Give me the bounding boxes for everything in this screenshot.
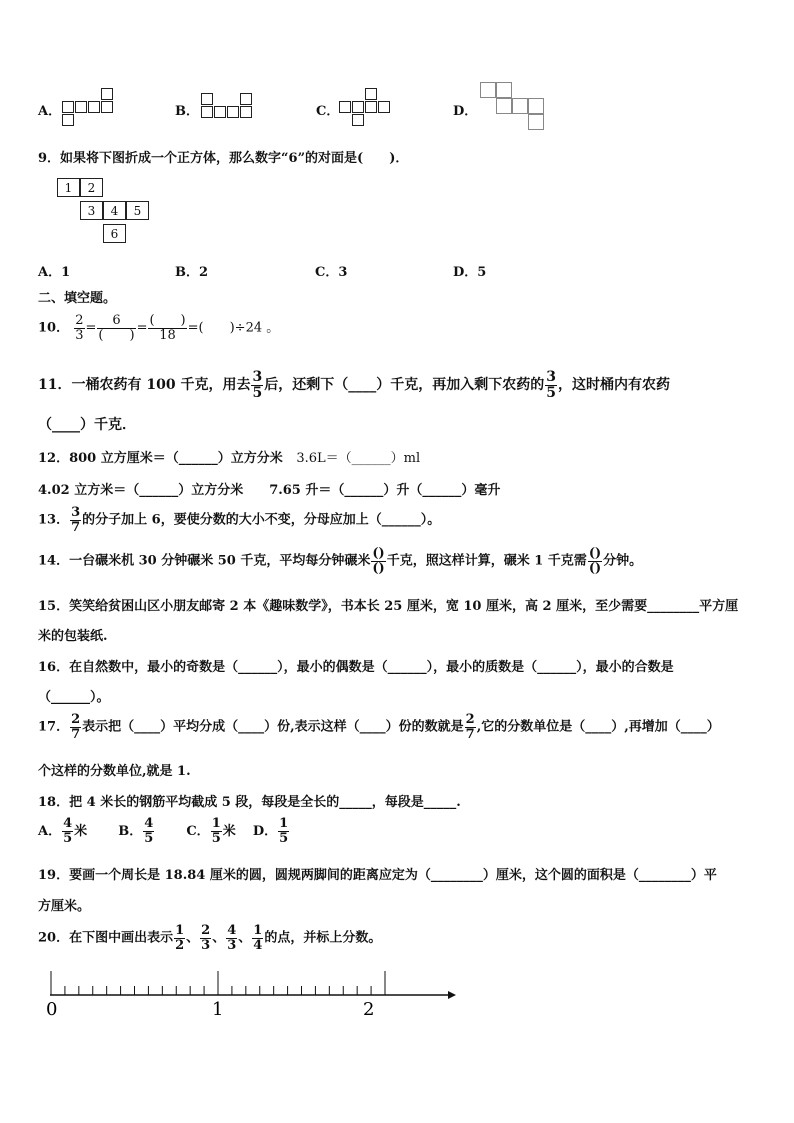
- q11-fraction-2: $\frac{3}{5}$: [546, 369, 556, 401]
- q11-line1: 11．一桶农药有 100 千克，用去 $\frac{3}{5}$ 后，还剩下（____）千克，再加入剩下农药的 $\frac{3}{5}$ ，这时桶内有农药: [38, 369, 670, 401]
- q9-cell-1: 1: [57, 178, 80, 197]
- q18-text: 18．把 4 米长的钢筋平均截成 5 段，每段是全长的_____，每段是_____.: [38, 795, 461, 810]
- q20-fraction-4: $\frac{1}{4}$: [253, 923, 263, 953]
- q17-line2: 个这样的分数单位,就是 1.: [38, 764, 191, 779]
- q18-option-b: B． $\frac{4}{5}$: [118, 816, 154, 846]
- q9-cell-4: 4: [103, 201, 126, 220]
- q10-tail: =( )÷24 。: [187, 320, 280, 336]
- axis-label-2: 2: [363, 999, 375, 1020]
- axis-label-0: 0: [46, 999, 58, 1020]
- q20-fraction-2: $\frac{2}{3}$: [201, 923, 211, 953]
- number-line: [40, 965, 470, 1025]
- q9-text: 9．如果将下图折成一个正方体，那么数字“6”的对面是( )．: [38, 151, 409, 166]
- number-line-ticks: [51, 971, 385, 995]
- q11-line2: （____）千克．: [38, 417, 136, 433]
- q9-option-d: D．5: [453, 265, 487, 280]
- q18-option-d: D． $\frac{1}{5}$: [252, 816, 289, 846]
- q19-line2: 方厘米。: [38, 899, 91, 914]
- number-line-arrow: [448, 991, 456, 999]
- q15-line1: 15．笑笑给贫困山区小朋友邮寄 2 本《趣味数学》，书本长 25 厘米，宽 10 厘米，高 2 厘米，至少需要________平方厘: [38, 599, 739, 614]
- q10-fraction-1: $\frac{2}{3}$: [75, 313, 84, 343]
- section-heading: 二、填空题。: [38, 291, 117, 306]
- q9-option-c: C．3: [315, 265, 348, 280]
- q12-line1: 12．800 立方厘米＝（______）立方分米 3.6L＝（______）ml: [38, 451, 421, 466]
- q14-fraction-1: $\frac{()}{()}$: [372, 546, 385, 576]
- q8-option-b-label: B．: [175, 104, 199, 119]
- q10-number: 10．: [38, 320, 70, 336]
- q19-line1: 19．要画一个周长是 18.84 厘米的圆，圆规两脚间的距离应定为（________）厘米，这个圆的面积是（________）平: [38, 868, 717, 883]
- q9-cell-3: 3: [80, 201, 103, 220]
- q15-line2: 米的包装纸.: [38, 629, 108, 644]
- q12-line2: 4.02 立方米＝（______）立方分米 7.65 升＝（______）升（______）毫升: [38, 483, 501, 498]
- q11-fraction-1: $\frac{3}{5}$: [252, 369, 263, 401]
- q8-option-d-label: D．: [453, 104, 478, 119]
- q9-option-b: B．2: [175, 265, 209, 280]
- q16-line2: （______）。: [38, 690, 110, 705]
- q18-option-c: C． $\frac{1}{5}$ 米: [186, 816, 236, 846]
- q8-option-a-label: A．: [38, 104, 62, 119]
- q17-fraction-2: $\frac{2}{7}$: [465, 712, 475, 742]
- q9-cell-2: 2: [80, 178, 103, 197]
- q18-option-a: A． $\frac{4}{5}$ 米: [38, 816, 88, 846]
- q9-cell-6: 6: [103, 224, 126, 243]
- q20-fraction-1: $\frac{1}{2}$: [175, 923, 185, 953]
- q10: 10． $\frac{2}{3}$ = $\frac{6}{( )}$ = $\frac{( )}{18}$ =( )÷24 。: [38, 313, 280, 343]
- q16-line1: 16．在自然数中，最小的奇数是（______），最小的偶数是（______），最小的质数是（______），最小的合数是: [38, 660, 674, 675]
- q13-fraction: $\frac{3}{7}$: [71, 505, 81, 535]
- q9-option-a: A．1: [38, 265, 71, 280]
- q17-line1: 17． $\frac{2}{7}$ 表示把（____）平均分成（____）份,表示这样（____）份的数就是 $\frac{2}{7}$ ,它的分数单位是（____）,再增加（____）: [38, 712, 720, 742]
- q20-text: 20．在下图中画出表示 $\frac{1}{2}$ 、 $\frac{2}{3}$ 、 $\frac{4}{3}$ 、 $\frac{1}{4}$ 的点，并标上分数。: [38, 923, 382, 953]
- q14-fraction-2: $\frac{()}{()}$: [588, 546, 602, 576]
- q17-fraction-1: $\frac{2}{7}$: [71, 712, 81, 742]
- axis-label-1: 1: [212, 999, 224, 1020]
- q10-fraction-3: $\frac{( )}{18}$: [149, 313, 186, 343]
- q8-option-c-label: C．: [316, 104, 340, 119]
- q10-fraction-2: $\frac{6}{( )}$: [98, 313, 135, 343]
- q13: 13． $\frac{3}{7}$ 的分子加上 6，要使分数的大小不变，分母应加上（______）。: [38, 505, 441, 535]
- q18-options: [38, 817, 290, 845]
- q14: 14．一台碾米机 30 分钟碾米 50 千克，平均每分钟碾米 $\frac{()}{()}$ 千克，照这样计算，碾米 1 千克需 $\frac{()}{()}$ 分钟。: [38, 546, 643, 576]
- q9-cell-5: 5: [126, 201, 149, 220]
- q20-fraction-3: $\frac{4}{3}$: [227, 923, 237, 953]
